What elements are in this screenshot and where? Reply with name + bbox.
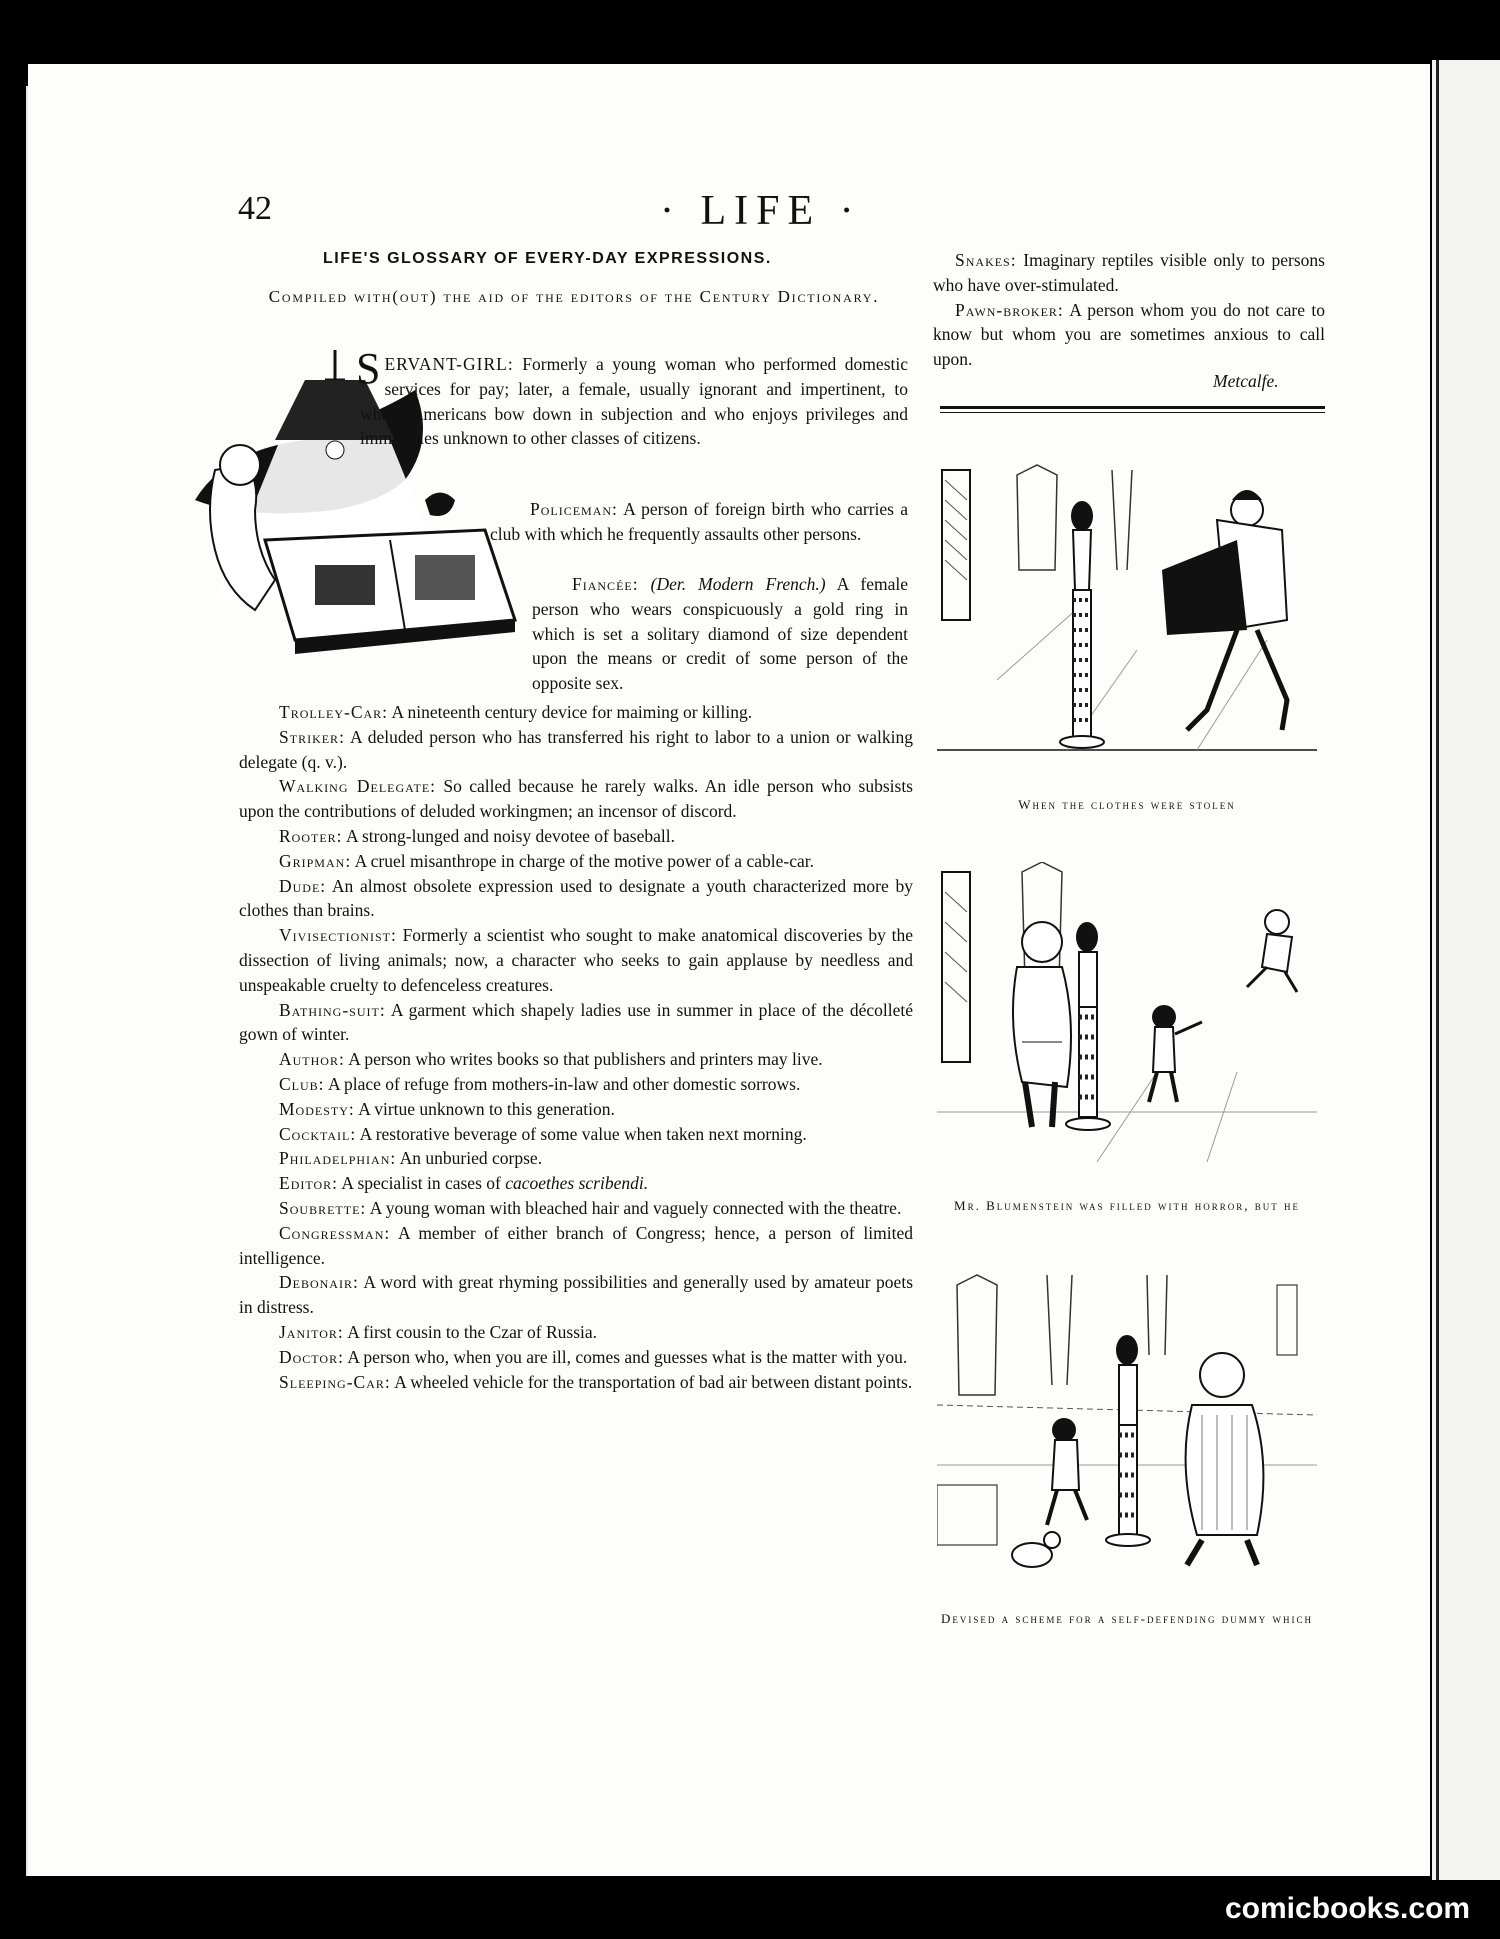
glossary-entry [239,1097,913,1122]
entry-term: Author: [279,1049,345,1070]
entry-text: A place of refuge from mothers-in-law and other domestic sorrows. [327,1073,801,1094]
watermark: comicbooks.com [1225,1892,1471,1925]
glossary-subtitle: Compiled with(out) the aid of the editors of the Century Dictionary. [268,287,880,306]
entry-term: Club: [279,1073,325,1094]
glossary-entry [239,1345,913,1370]
entry-term: Doctor: [279,1346,344,1367]
page-number: 42 [238,190,272,227]
entry-text: A nineteenth century device for maiming or killing. [391,702,753,722]
entry-text: A specialist in cases of [341,1173,501,1194]
glossary-entry [239,923,913,997]
glossary-entry [933,298,1325,372]
section-rule-thin [940,412,1325,413]
entry-text: A person who, when you are ill, comes and guesses what is the matter with you. [347,1346,908,1367]
entry-text: Imaginary reptiles visible only to persons who have over-stimulated. [933,250,1325,295]
glossary-entry [239,1122,913,1147]
glossary-entry [239,1146,913,1171]
glossary-entry [239,824,913,849]
glossary-entry [239,1047,913,1072]
entry-term: Dude: [279,875,327,896]
entry-text: A first cousin to the Czar of Russia. [347,1321,598,1342]
entry-term: Editor: [279,1173,338,1194]
entry-term: Congressman: [279,1222,391,1243]
entry-term: Rooter: [279,825,343,846]
glossary-entry [239,998,913,1048]
page-gutter-line [1436,60,1439,1880]
section-rule [940,406,1325,409]
cartoon-caption-2: Mr. Blumenstein was filled with horror, but he [954,1198,1300,1213]
entry-text: A wheeled vehicle for the transportation of bad air between distant points. [394,1371,913,1392]
entry-text: An unburied corpse. [399,1148,543,1169]
entry-term: Walking Delegate: [279,776,437,797]
entry-term: Modesty: [279,1098,355,1119]
glossary-entry [239,1370,913,1395]
glossary-entry [239,700,913,725]
entry-term: Vivisectionist: [279,925,397,946]
right-column-entries [933,248,1325,372]
entry-policeman [490,497,908,547]
entry-text: A virtue unknown to this generation. [358,1098,615,1119]
dropcap: S [356,344,381,393]
entry-term: Gripman: [279,850,352,871]
glossary-entry [239,725,913,775]
entry-text: A person who writes books so that publishers and printers may live. [348,1049,823,1070]
entry-text: A cruel misanthrope in charge of the motive power of a cable-car. [354,850,814,871]
entry-term: Trolley-Car: [279,702,389,722]
entry-term: Cocktail: [279,1123,357,1144]
masthead-title: · LIFE · [660,188,862,234]
entry-term: ERVANT-GIRL: [384,354,514,374]
entry-text: A restorative beverage of some value when taken next morning. [359,1123,807,1144]
entry-fiancee [532,572,908,696]
cartoon-panel-1 [937,460,1317,780]
entry-text: A deluded person who has transferred his right to labor to a union or walking delegate (q. v.). [239,726,913,772]
glossary-entry [239,1270,913,1320]
glossary-entry [239,1072,913,1097]
entry-term: Sleeping-Car: [279,1371,391,1392]
glossary-entries [239,700,913,1394]
next-page-strip [1432,60,1500,1880]
entry-term: Philadelphian: [279,1148,397,1169]
entry-text: A young woman with bleached hair and vaguely connected with the theatre. [369,1197,902,1218]
glossary-entry [239,1320,913,1345]
entry-text: An almost obsolete expression used to designate a youth characterized more by clothes than brains. [239,875,913,921]
cartoon-caption-1: When the clothes were stolen [1018,797,1236,812]
glossary-entry [239,1171,913,1196]
entry-text: A word with great rhyming possibilities and generally used by amateur poets in distress. [239,1272,914,1318]
entry-text: A member of either branch of Congress; hence, a person of limited intelligence. [239,1222,913,1268]
entry-term: Pawn-broker: [955,299,1064,320]
entry-text: A strong-lunged and noisy devotee of baseball. [345,825,675,846]
entry-text: A person of foreign birth who carries a club with which he frequently assaults other persons. [490,499,908,544]
glossary-entry [239,874,913,924]
entry-text: So called because he rarely walks. An idle person who subsists upon the contributions of deluded workingmen; an incensor of discord. [239,776,913,822]
entry-text: A garment which shapely ladies use in summer in place of the décolleté gown of winter. [239,999,913,1045]
entry-term: Bathing-suit: [279,999,386,1020]
entry-italic: cacoethes scribendi. [505,1173,649,1194]
entry-term: Debonair: [279,1272,359,1293]
glossary-entry [933,248,1325,298]
cartoon-panel-2 [937,862,1317,1172]
entry-term: Striker: [279,726,345,747]
entry-text: A person whom you do not care to know but whom you are sometimes anxious to call upon. [933,299,1325,370]
glossary-entry [239,1196,913,1221]
author-signature: Metcalfe. [1213,371,1279,391]
entry-etymology: (Der. Modern French.) [650,574,826,594]
glossary-title: LIFE'S GLOSSARY OF EVERY-DAY EXPRESSIONS. [323,250,772,267]
entry-term: Janitor: [279,1321,344,1342]
entry-term: Snakes: [955,250,1017,270]
glossary-entry [239,849,913,874]
entry-term: Soubrette: [279,1197,367,1218]
entry-servant-girl [356,344,908,451]
entry-text: Formerly a young woman who performed domestic services for pay; later, a female, usually ignorant and impertinent, to whom Americans bow down in subjection and who enjoys privileges and immunities unknown to other classes of citizens. [360,354,908,449]
glossary-entry [239,774,913,824]
entry-text: A female person who wears conspicuously a gold ring in which is set a solitary diamond of size dependent upon the means or credit of some person of the opposite sex. [532,574,908,694]
entry-text: Formerly a scientist who sought to make anatomical discoveries by the dissection of living animals; now, a character who seeks to gain applause by needless and unspeakable cruelty to defenceless creatures. [239,925,913,995]
entry-term: Fiancée: [572,574,639,594]
cartoon-caption-3: Devised a scheme for a self-defending dummy which [941,1611,1313,1626]
entry-term: Policeman: [530,499,618,519]
glossary-entry [239,1221,913,1271]
cartoon-panel-3 [937,1265,1317,1590]
